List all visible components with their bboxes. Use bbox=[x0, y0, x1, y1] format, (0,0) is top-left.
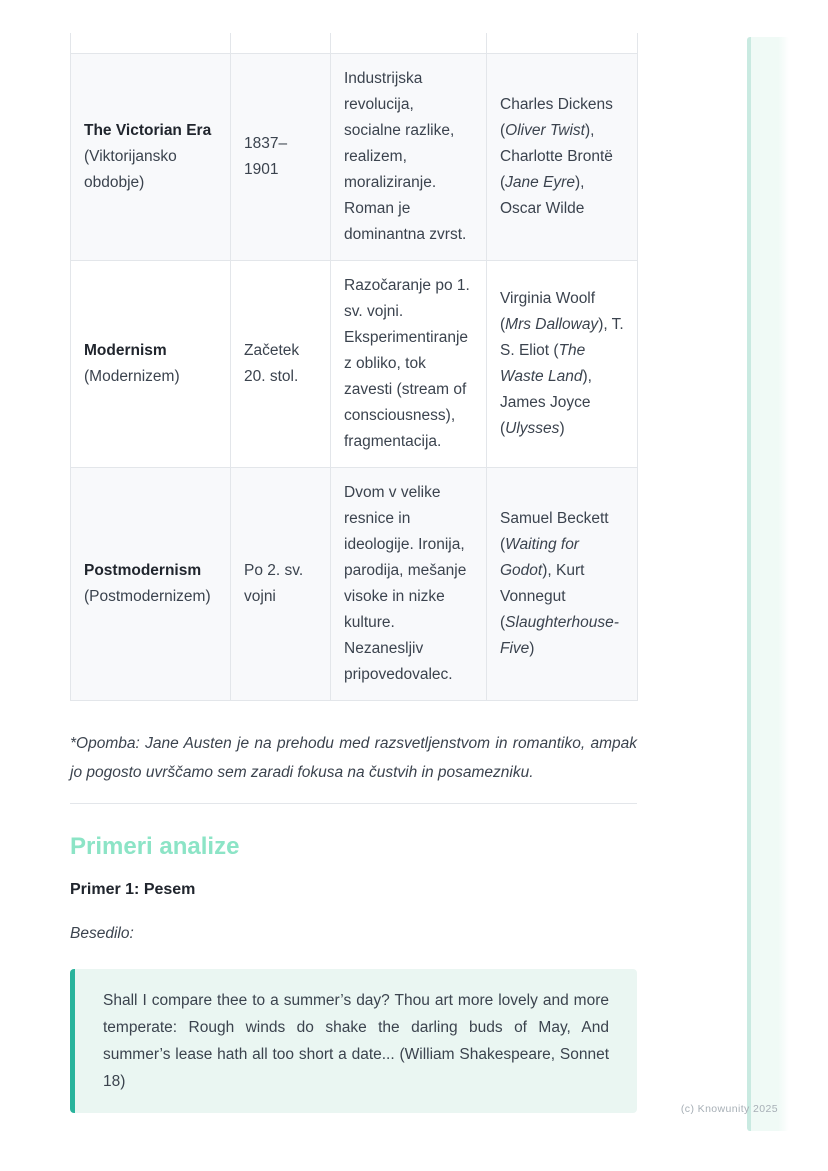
example-title: Primer 1: Pesem bbox=[70, 880, 196, 898]
literary-eras-table bbox=[70, 33, 638, 701]
characteristics-cell: Razočaranje po 1. sv. vojni. Eksperimentiranje z obliko, tok zavesti (stream of consciousness), fragmentacija. bbox=[331, 260, 487, 467]
table-row-victorian bbox=[71, 53, 638, 260]
right-edge-highlight-stripe bbox=[747, 37, 789, 1131]
authors-cell bbox=[487, 33, 638, 53]
era-cell bbox=[71, 467, 231, 700]
jane-austen-note: *Opomba: Jane Austen je na prehodu med razsvetljenstvom in romantiko, ampak jo pogosto uvrščamo sem zaradi fokusa na čustvih in posamezniku. bbox=[70, 734, 637, 781]
period-cell: Po 2. sv. vojni bbox=[231, 467, 331, 700]
characteristics-cell: Dvom v velike resnice in ideologije. Ironija, parodija, mešanje visoke in nizke kulture. Nezanesljiv pripovedovalec. bbox=[331, 467, 487, 700]
section-heading-primeri-analize: Primeri analize bbox=[70, 832, 240, 860]
era-cell bbox=[71, 260, 231, 467]
document-content bbox=[70, 0, 637, 1113]
characteristics-cell: Industrijska revolucija, socialne razlike, realizem, moraliziranje. Roman je dominantna zvrst. bbox=[331, 53, 487, 260]
era-alt-name: (Modernizem) bbox=[84, 367, 180, 385]
characteristics-cell bbox=[331, 33, 487, 53]
table-row-cutoff bbox=[71, 33, 638, 53]
era-name: Modernism bbox=[84, 341, 167, 359]
era-cell bbox=[71, 53, 231, 260]
era-name: Postmodernism bbox=[84, 561, 202, 579]
era-alt-name: (Postmodernizem) bbox=[84, 587, 211, 605]
copyright-watermark: (c) Knowunity 2025 bbox=[680, 1103, 778, 1115]
authors-cell: Charles Dickens (Oliver Twist), Charlotte Brontë (Jane Eyre), Oscar Wilde bbox=[487, 53, 638, 260]
era-cell bbox=[71, 33, 231, 53]
table-row-postmodernism bbox=[71, 467, 638, 700]
table-row-modernism bbox=[71, 260, 638, 467]
authors-cell: Virginia Woolf (Mrs Dalloway), T. S. Eliot (The Waste Land), James Joyce (Ulysses) bbox=[487, 260, 638, 467]
section-divider bbox=[70, 803, 637, 804]
besedilo-label: Besedilo: bbox=[70, 924, 134, 942]
period-cell bbox=[231, 33, 331, 53]
literary-eras-table-wrap bbox=[70, 33, 637, 701]
era-name: The Victorian Era bbox=[84, 121, 212, 139]
period-cell: Začetek 20. stol. bbox=[231, 260, 331, 467]
period-cell: 1837–1901 bbox=[231, 53, 331, 260]
era-alt-name: (Viktorijansko obdobje) bbox=[84, 147, 177, 191]
sonnet-quote-block: Shall I compare thee to a summer’s day? Thou art more lovely and more temperate: Rough winds do shake the darling buds of May, And summer’s lease hath all too short a date... (William Shakespeare, Sonnet 18) bbox=[70, 969, 637, 1113]
authors-cell: Samuel Beckett (Waiting for Godot), Kurt Vonnegut (Slaughterhouse-Five) bbox=[487, 467, 638, 700]
